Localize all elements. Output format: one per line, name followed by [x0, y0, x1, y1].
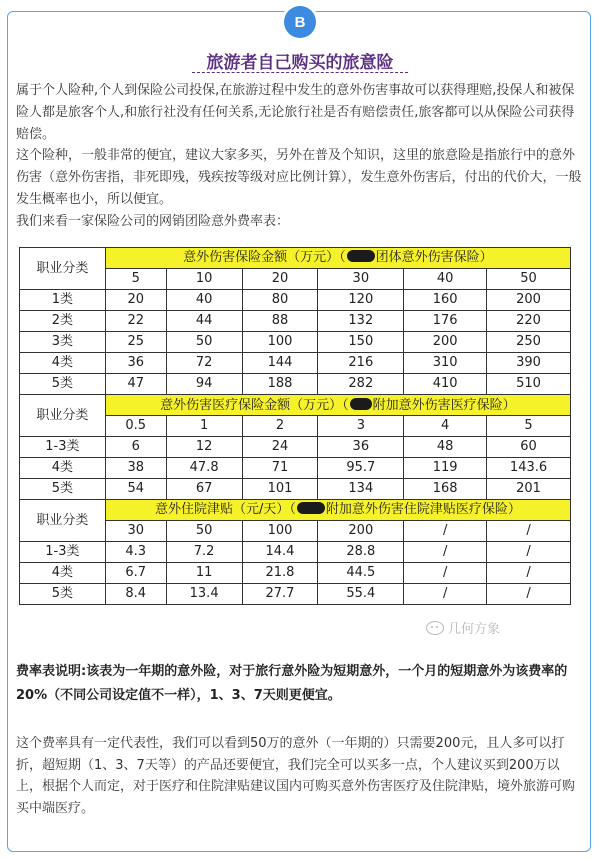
premium-cell: 250 — [487, 332, 571, 353]
premium-cell: 132 — [318, 311, 404, 332]
premium-cell: 22 — [105, 311, 166, 332]
premium-cell: 188 — [242, 374, 318, 395]
amount-cell: 5 — [105, 269, 166, 290]
premium-cell: 216 — [318, 353, 404, 374]
premium-cell: 47.8 — [166, 458, 242, 479]
premium-cell: 40 — [166, 290, 242, 311]
amount-cell: 50 — [166, 521, 242, 542]
premium-cell: 144 — [242, 353, 318, 374]
premium-cell: 120 — [318, 290, 404, 311]
redacted-company — [297, 502, 325, 514]
premium-cell: / — [404, 563, 487, 584]
premium-cell: 8.4 — [105, 584, 166, 605]
amount-cell: 50 — [487, 269, 571, 290]
table-row — [20, 563, 571, 584]
premium-cell: 44.5 — [318, 563, 404, 584]
table-row — [20, 542, 571, 563]
table-row — [20, 479, 571, 500]
premium-cell: 390 — [487, 353, 571, 374]
medical-insurance-section — [20, 395, 571, 500]
occupation-class-header: 职业分类 — [20, 248, 106, 290]
premium-cell: 54 — [105, 479, 166, 500]
premium-cell: 119 — [404, 458, 487, 479]
header-text: 意外伤害保险金额（万元）（ — [183, 250, 346, 265]
amount-cell: 30 — [318, 269, 404, 290]
premium-cell: 134 — [318, 479, 404, 500]
premium-cell: / — [487, 542, 571, 563]
amount-cell: 4 — [404, 416, 487, 437]
table-row — [20, 458, 571, 479]
occupation-class-cell: 1类 — [20, 290, 106, 311]
premium-cell: 101 — [242, 479, 318, 500]
premium-cell: 6 — [105, 437, 166, 458]
premium-cell: / — [487, 584, 571, 605]
premium-cell: 48 — [404, 437, 487, 458]
closing-paragraph: 这个费率具有一定代表性，我们可以看到50万的意外（一年期的）只需要200元，且人多可以打折，超短期（1、3、7天等）的产品还要便宜，我们完全可以买多一点，个人建议买到200万以上，根据个人而定，对于医疗和住院津贴建议国内可购买意外伤害医疗及住院津贴，境外旅游可购买中端医疗。 — [16, 736, 576, 816]
section-header-row — [20, 500, 571, 521]
premium-cell: 282 — [318, 374, 404, 395]
premium-cell: 100 — [242, 332, 318, 353]
occupation-class-cell: 3类 — [20, 332, 106, 353]
premium-cell: 55.4 — [318, 584, 404, 605]
premium-cell: 7.2 — [166, 542, 242, 563]
amount-cell: 10 — [166, 269, 242, 290]
occupation-class-cell: 1-3类 — [20, 437, 106, 458]
page-title: 旅游者自己购买的旅意险 — [206, 53, 394, 73]
occupation-class-cell: 5类 — [20, 374, 106, 395]
premium-cell: 201 — [487, 479, 571, 500]
header-text: 意外伤害医疗保险金额（万元）（ — [160, 397, 349, 413]
occupation-class-cell: 5类 — [20, 479, 106, 500]
premium-cell: 28.8 — [318, 542, 404, 563]
table-row — [20, 332, 571, 353]
premium-cell: 80 — [242, 290, 318, 311]
premium-cell: 150 — [318, 332, 404, 353]
premium-cell: 94 — [166, 374, 242, 395]
intro-paragraph-1: 属于个人险种,个人到保险公司投保,在旅游过程中发生的意外伤害事故可以获得理赔,投保人和被保险人都是旅客个人,和旅行社没有任何关系,无论旅行社是否有赔偿责任,旅客都可以从保险公司获得赔偿。 — [16, 83, 575, 142]
premium-cell: 36 — [105, 353, 166, 374]
premium-cell: 20 — [105, 290, 166, 311]
premium-cell: 88 — [242, 311, 318, 332]
title-underline — [192, 72, 408, 73]
premium-cell: 44 — [166, 311, 242, 332]
amount-cell: 5 — [487, 416, 571, 437]
premium-cell: 410 — [404, 374, 487, 395]
premium-cell: 160 — [404, 290, 487, 311]
intro-paragraph-2: 这个险种，一般非常的便宜，建议大家多买，另外在普及个知识，这里的旅意险是指旅行中的意外伤害（意外伤害指，非死即残，残疾按等级对应比例计算），发生意外伤害后，付出的代价大，一般发生概率也小，所以便宜。 — [16, 148, 582, 207]
table-row — [20, 374, 571, 395]
header-text: 附加意外伤害住院津贴医疗保险） — [325, 502, 521, 517]
table-row — [20, 437, 571, 458]
redacted-company — [350, 398, 372, 410]
hospital-allowance-section — [20, 500, 571, 605]
premium-cell: 220 — [487, 311, 571, 332]
hospital-allowance-header — [105, 500, 570, 521]
amount-cell: / — [487, 521, 571, 542]
premium-cell: 11 — [166, 563, 242, 584]
premium-cell: 200 — [487, 290, 571, 311]
premium-cell: 67 — [166, 479, 242, 500]
premium-cell: 176 — [404, 311, 487, 332]
rate-note: 费率表说明:该表为一年期的意外险，对于旅行意外险为短期意外，一个月的短期意外为该费率的20%（不同公司设定值不一样），1、3、7天则更便宜。 — [16, 664, 568, 703]
header-text: 附加意外伤害医疗保险） — [372, 397, 516, 413]
wechat-icon — [426, 621, 444, 635]
occupation-class-cell: 4类 — [20, 353, 106, 374]
premium-cell: 4.3 — [105, 542, 166, 563]
amount-cell: 40 — [404, 269, 487, 290]
premium-cell: 143.6 — [487, 458, 571, 479]
watermark-text: 几何方象 — [448, 622, 501, 637]
premium-cell: 168 — [404, 479, 487, 500]
premium-cell: 12 — [166, 437, 242, 458]
accident-insurance-header — [105, 248, 570, 269]
table-row — [20, 353, 571, 374]
premium-cell: 27.7 — [242, 584, 318, 605]
table-row — [20, 290, 571, 311]
premium-cell: 13.4 — [166, 584, 242, 605]
occupation-class-cell: 4类 — [20, 563, 106, 584]
premium-cell: 60 — [487, 437, 571, 458]
occupation-class-cell: 5类 — [20, 584, 106, 605]
premium-cell: 36 — [318, 437, 404, 458]
occupation-class-cell: 2类 — [20, 311, 106, 332]
premium-cell: 72 — [166, 353, 242, 374]
premium-cell: / — [404, 542, 487, 563]
accident-insurance-section — [20, 248, 571, 395]
intro-text — [16, 80, 584, 233]
occupation-class-header: 职业分类 — [20, 395, 106, 437]
premium-cell: 21.8 — [242, 563, 318, 584]
section-header-row — [20, 248, 571, 269]
amount-cell: 1 — [166, 416, 242, 437]
premium-cell: 24 — [242, 437, 318, 458]
amount-cell: 0.5 — [105, 416, 166, 437]
premium-cell: 310 — [404, 353, 487, 374]
premium-cell: / — [487, 563, 571, 584]
amount-cell: 30 — [105, 521, 166, 542]
amount-cell: 100 — [242, 521, 318, 542]
rate-table — [19, 247, 571, 605]
premium-cell: 510 — [487, 374, 571, 395]
header-text: 团体意外伤害保险） — [375, 250, 493, 265]
intro-paragraph-3: 我们来看一家保险公司的网销团险意外费率表： — [16, 213, 290, 229]
occupation-class-cell: 1-3类 — [20, 542, 106, 563]
watermark — [426, 618, 500, 637]
amount-cell: 3 — [318, 416, 404, 437]
medical-insurance-header — [105, 395, 570, 416]
premium-cell: 50 — [166, 332, 242, 353]
premium-cell: 47 — [105, 374, 166, 395]
amount-cell: / — [404, 521, 487, 542]
amount-cell: 200 — [318, 521, 404, 542]
premium-cell: 200 — [404, 332, 487, 353]
premium-cell: 38 — [105, 458, 166, 479]
premium-cell: 25 — [105, 332, 166, 353]
table-row — [20, 584, 571, 605]
premium-cell: / — [404, 584, 487, 605]
section-badge: B — [284, 6, 316, 38]
header-text: 意外住院津贴（元/天）（ — [154, 502, 296, 517]
premium-cell: 95.7 — [318, 458, 404, 479]
redacted-company — [347, 250, 375, 262]
section-header-row — [20, 395, 571, 416]
table-row — [20, 311, 571, 332]
amount-cell: 2 — [242, 416, 318, 437]
occupation-class-cell: 4类 — [20, 458, 106, 479]
premium-cell: 71 — [242, 458, 318, 479]
amount-cell: 20 — [242, 269, 318, 290]
occupation-class-header: 职业分类 — [20, 500, 106, 542]
premium-cell: 6.7 — [105, 563, 166, 584]
premium-cell: 14.4 — [242, 542, 318, 563]
